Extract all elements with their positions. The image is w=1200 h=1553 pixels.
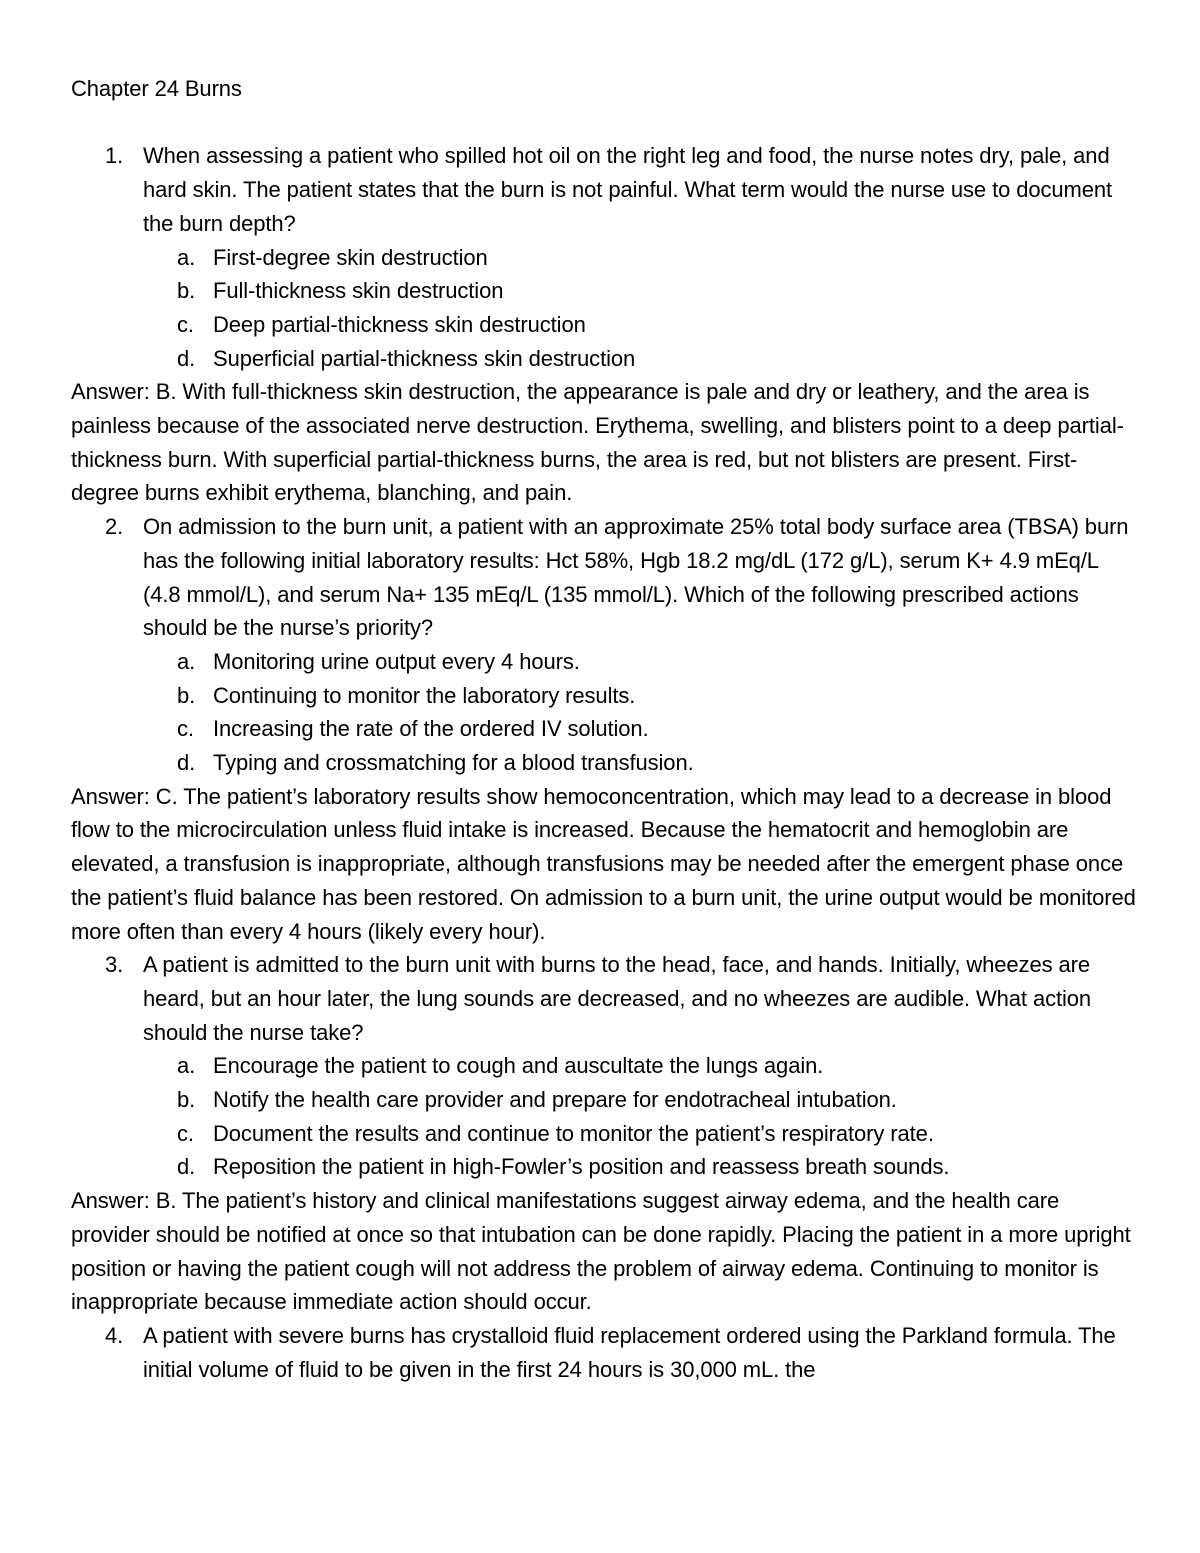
option-letter: c. bbox=[177, 716, 194, 742]
option-b bbox=[143, 274, 1141, 308]
option-a bbox=[143, 241, 1141, 275]
option-letter: b. bbox=[177, 682, 196, 708]
option-letter: b. bbox=[177, 1087, 196, 1113]
option-text: Increasing the rate of the ordered IV solution. bbox=[213, 716, 649, 742]
option-text: Monitoring urine output every 4 hours. bbox=[213, 648, 580, 674]
question-stem: On admission to the burn unit, a patient with an approximate 25% total body surface area (TBSA) burn has the following initial laboratory results: Hct 58%, Hgb 18.2 mg/dL (172 g/L), serum K+ 4.9 mEq/L (4.8 mmol/L), and serum Na+ 135 mEq/L (135 mmol/L). Which of the following prescribed actions should be the nurse’s priority? bbox=[143, 514, 1129, 641]
option-text: Encourage the patient to cough and auscultate the lungs again. bbox=[213, 1053, 824, 1079]
option-d bbox=[143, 1150, 1141, 1184]
option-c bbox=[143, 308, 1141, 342]
option-text: Superficial partial-thickness skin destruction bbox=[213, 345, 636, 371]
question-4 bbox=[71, 1319, 1141, 1386]
option-letter: a. bbox=[177, 1053, 196, 1079]
option-d bbox=[143, 342, 1141, 376]
option-a bbox=[143, 1049, 1141, 1083]
question-2 bbox=[71, 510, 1141, 780]
option-c bbox=[143, 1117, 1141, 1151]
option-a bbox=[143, 645, 1141, 679]
option-letter: a. bbox=[177, 244, 196, 270]
answer-explanation-3: Answer: B. The patient’s history and clinical manifestations suggest airway edema, and the health care provider should be notified at once so that intubation can be done rapidly. Placing the patient in a more upright position or having the patient cough will not address the problem of airway edema. Continuing to monitor is inappropriate because immediate action should occur. bbox=[71, 1188, 1131, 1315]
answer-explanation-1: Answer: B. With full-thickness skin destruction, the appearance is pale and dry or leathery, and the area is painless because of the associated nerve destruction. Erythema, swelling, and blisters point to a deep partial-thickness burn. With superficial partial-thickness burns, the area is red, but not blisters are present. First-degree burns exhibit erythema, blanching, and pain. bbox=[71, 379, 1124, 506]
option-letter: d. bbox=[177, 750, 196, 776]
answer-options bbox=[143, 241, 1141, 376]
option-c bbox=[143, 712, 1141, 746]
option-text: Document the results and continue to monitor the patient’s respiratory rate. bbox=[213, 1120, 934, 1146]
option-letter: c. bbox=[177, 311, 194, 337]
option-letter: a. bbox=[177, 648, 196, 674]
question-1 bbox=[71, 139, 1141, 375]
question-stem: When assessing a patient who spilled hot oil on the right leg and food, the nurse notes dry, pale, and hard skin. The patient states that the burn is not painful. What term would the nurse use to document the burn depth? bbox=[143, 143, 1113, 236]
page-title: Chapter 24 Burns bbox=[71, 76, 242, 101]
option-text: Continuing to monitor the laboratory results. bbox=[213, 682, 636, 708]
question-number: 2. bbox=[105, 514, 124, 540]
option-text: Notify the health care provider and prepare for endotracheal intubation. bbox=[213, 1087, 897, 1113]
question-stem: A patient with severe burns has crystalloid fluid replacement ordered using the Parkland formula. The initial volume of fluid to be given in the first 24 hours is 30,000 mL. the bbox=[143, 1323, 1116, 1382]
question-3 bbox=[71, 948, 1141, 1184]
document-page bbox=[71, 72, 1141, 1386]
option-letter: d. bbox=[177, 345, 196, 371]
question-number: 1. bbox=[105, 143, 124, 169]
question-stem: A patient is admitted to the burn unit with burns to the head, face, and hands. Initially, wheezes are heard, but an hour later, the lung sounds are decreased, and no wheezes are audible. What action should the nurse take? bbox=[143, 952, 1092, 1045]
option-text: Reposition the patient in high-Fowler’s position and reassess breath sounds. bbox=[213, 1154, 950, 1180]
option-b bbox=[143, 1083, 1141, 1117]
question-number: 3. bbox=[105, 952, 124, 978]
option-b bbox=[143, 679, 1141, 713]
option-text: Deep partial-thickness skin destruction bbox=[213, 311, 586, 337]
option-d bbox=[143, 746, 1141, 780]
answer-options bbox=[143, 1049, 1141, 1184]
option-text: First-degree skin destruction bbox=[213, 244, 488, 270]
option-letter: d. bbox=[177, 1154, 196, 1180]
option-text: Typing and crossmatching for a blood transfusion. bbox=[213, 750, 694, 776]
answer-options bbox=[143, 645, 1141, 780]
option-letter: c. bbox=[177, 1120, 194, 1146]
option-text: Full-thickness skin destruction bbox=[213, 278, 504, 304]
answer-explanation-2: Answer: C. The patient’s laboratory results show hemoconcentration, which may lead to a decrease in blood flow to the microcirculation unless fluid intake is increased. Because the hematocrit and hemoglobin are elevated, a transfusion is inappropriate, although transfusions may be needed after the emergent phase once the patient’s fluid balance has been restored. On admission to a burn unit, the urine output would be monitored more often than every 4 hours (likely every hour). bbox=[71, 783, 1136, 944]
option-letter: b. bbox=[177, 278, 196, 304]
question-number: 4. bbox=[105, 1323, 124, 1348]
